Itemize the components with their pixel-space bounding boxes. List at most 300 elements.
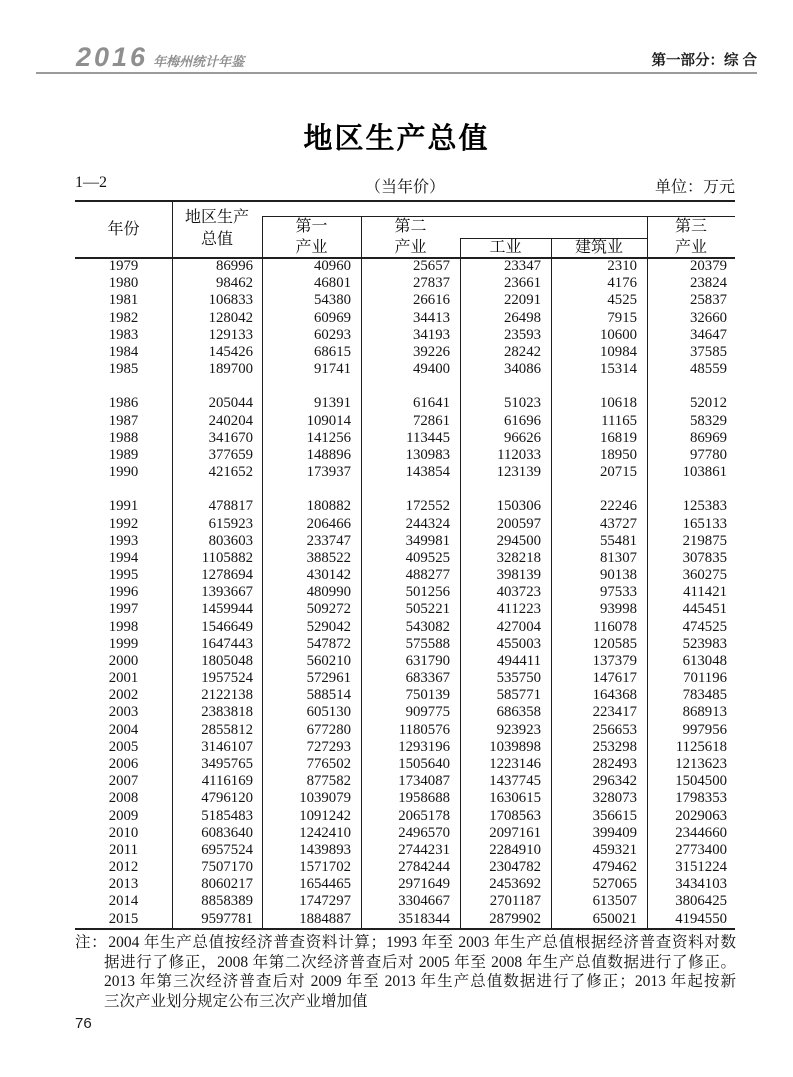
value-cell: 34193 — [413, 326, 450, 343]
value-cell: 116078 — [593, 618, 637, 635]
value-cell: 543082 — [405, 618, 450, 635]
logo-suffix: 年梅州统计年鉴 — [153, 54, 245, 69]
value-cell: 22091 — [504, 292, 541, 309]
value-cell: 173937 — [306, 464, 351, 481]
value-cell: 683367 — [405, 670, 450, 687]
table-rule-header-mid — [262, 216, 735, 217]
value-cell: 4116169 — [201, 773, 253, 790]
value-cell: 28242 — [504, 343, 541, 360]
value-cell: 8858389 — [201, 893, 253, 910]
year-cell: 1991 — [108, 498, 139, 515]
value-cell: 58329 — [690, 412, 727, 429]
year-cell: 1998 — [108, 618, 139, 635]
note-line: 据进行了修正，2008 年第二次经济普查后对 2005 年至 2008 年生产总值数据进行了修正。 — [104, 953, 736, 971]
value-cell: 572961 — [306, 670, 351, 687]
table-row — [75, 808, 735, 825]
year-cell: 2010 — [108, 824, 139, 841]
table-row — [75, 584, 735, 601]
value-cell: 55481 — [600, 532, 637, 549]
value-cell: 2784244 — [398, 859, 450, 876]
year-cell: 1993 — [108, 532, 139, 549]
value-cell: 455003 — [496, 635, 541, 652]
gdp-table — [75, 200, 735, 930]
value-cell: 40960 — [314, 258, 351, 274]
value-cell: 488277 — [405, 567, 450, 584]
table-row — [75, 739, 735, 756]
value-cell: 54380 — [314, 292, 351, 309]
yearbook-logo — [76, 42, 244, 73]
value-cell: 776502 — [306, 755, 351, 772]
value-cell: 411223 — [497, 601, 541, 618]
value-cell: 7915 — [607, 309, 637, 326]
value-cell: 256653 — [592, 721, 637, 738]
value-cell: 328218 — [496, 549, 541, 566]
price-basis-label: （当年价） — [364, 179, 445, 196]
value-cell: 997956 — [682, 721, 727, 738]
table-row — [75, 911, 735, 928]
value-cell: 46801 — [314, 275, 351, 292]
table-gap-row — [75, 481, 735, 498]
header-rule — [36, 72, 757, 74]
page-title: 地区生产总值 — [303, 123, 490, 155]
year-cell: 1988 — [108, 429, 139, 446]
value-cell: 360275 — [682, 567, 727, 584]
value-cell: 377659 — [208, 446, 253, 463]
value-cell: 91741 — [314, 361, 351, 378]
value-cell: 328073 — [592, 790, 637, 807]
table-row — [75, 516, 735, 533]
value-cell: 1039079 — [299, 790, 351, 807]
year-cell: 1987 — [108, 412, 139, 429]
value-cell: 474525 — [682, 618, 727, 635]
value-cell: 145426 — [208, 343, 253, 360]
year-cell: 2000 — [108, 652, 139, 669]
value-cell: 6957524 — [201, 841, 253, 858]
value-cell: 1654465 — [299, 876, 351, 893]
value-cell: 2065178 — [398, 807, 450, 824]
col-header-primary-line1: 第一 — [295, 218, 328, 235]
value-cell: 1180576 — [398, 721, 450, 738]
value-cell: 18950 — [600, 446, 637, 463]
table-meta-row — [75, 174, 735, 194]
value-cell: 123139 — [496, 464, 541, 481]
value-cell: 86969 — [690, 429, 727, 446]
year-cell: 2009 — [108, 807, 139, 824]
col-header-gdp — [172, 209, 262, 248]
table-row — [75, 876, 735, 893]
table-row — [75, 550, 735, 567]
value-cell: 479462 — [592, 859, 637, 876]
value-cell: 2344660 — [675, 824, 727, 841]
value-cell: 1571702 — [299, 859, 351, 876]
value-cell: 253298 — [592, 738, 637, 755]
value-cell: 34647 — [690, 326, 727, 343]
year-cell: 2006 — [108, 755, 139, 772]
year-cell: 2015 — [108, 910, 139, 927]
value-cell: 341670 — [208, 429, 253, 446]
table-row — [75, 842, 735, 859]
value-cell: 15314 — [600, 361, 637, 378]
value-cell: 613048 — [682, 652, 727, 669]
table-row — [75, 773, 735, 790]
table-row — [75, 619, 735, 636]
value-cell: 2453692 — [489, 876, 541, 893]
value-cell: 480990 — [306, 584, 351, 601]
value-cell: 22246 — [600, 498, 637, 515]
value-cell: 585771 — [496, 687, 541, 704]
value-cell: 91391 — [314, 395, 351, 412]
value-cell: 605130 — [306, 704, 351, 721]
value-cell: 86996 — [216, 258, 253, 274]
value-cell: 575588 — [405, 635, 450, 652]
value-cell: 547872 — [306, 635, 351, 652]
value-cell: 459321 — [592, 841, 637, 858]
value-cell: 6083640 — [201, 824, 253, 841]
table-rule-top — [75, 200, 735, 202]
value-cell: 1459944 — [201, 601, 253, 618]
value-cell: 445451 — [682, 601, 727, 618]
year-cell: 1997 — [108, 601, 139, 618]
value-cell: 5185483 — [201, 807, 253, 824]
value-cell: 60969 — [314, 309, 351, 326]
year-cell: 1983 — [108, 326, 139, 343]
value-cell: 1747297 — [299, 893, 351, 910]
value-cell: 106833 — [208, 292, 253, 309]
value-cell: 1708563 — [489, 807, 541, 824]
value-cell: 10984 — [600, 343, 637, 360]
year-cell: 2005 — [108, 738, 139, 755]
value-cell: 20715 — [600, 464, 637, 481]
value-cell: 48559 — [690, 361, 727, 378]
year-cell: 2008 — [108, 790, 139, 807]
value-cell: 2496570 — [398, 824, 450, 841]
value-cell: 172552 — [405, 498, 450, 515]
value-cell: 240204 — [208, 412, 253, 429]
value-cell: 103861 — [682, 464, 727, 481]
value-cell: 398139 — [496, 567, 541, 584]
value-cell: 3304667 — [398, 893, 450, 910]
col-header-secondary-line2: 产业 — [394, 239, 427, 256]
value-cell: 98462 — [216, 275, 253, 292]
value-cell: 97780 — [690, 446, 727, 463]
table-row — [75, 670, 735, 687]
table-row — [75, 756, 735, 773]
value-cell: 68615 — [314, 343, 351, 360]
value-cell: 3151224 — [675, 859, 727, 876]
value-cell: 16819 — [600, 429, 637, 446]
value-cell: 2773400 — [675, 841, 727, 858]
value-cell: 1957524 — [201, 670, 253, 687]
value-cell: 2701187 — [489, 893, 541, 910]
value-cell: 1734087 — [398, 773, 450, 790]
col-header-gdp-line2: 总值 — [200, 231, 233, 248]
year-cell: 1992 — [108, 515, 139, 532]
note-line: 三次产业划分规定公布三次产业增加值 — [104, 992, 368, 1010]
value-cell: 61641 — [413, 395, 450, 412]
year-cell: 2007 — [108, 773, 139, 790]
value-cell: 1546649 — [201, 618, 253, 635]
value-cell: 20379 — [690, 258, 727, 274]
value-cell: 96626 — [504, 429, 541, 446]
table-row — [75, 413, 735, 430]
value-cell: 3146107 — [201, 738, 253, 755]
value-cell: 2855812 — [201, 721, 253, 738]
table-body — [75, 258, 735, 928]
table-row — [75, 601, 735, 618]
value-cell: 129133 — [208, 326, 253, 343]
value-cell: 427004 — [496, 618, 541, 635]
note-line-text: 2004 年生产总值按经济普查资料计算；1993 年至 2003 年生产总值根据经济普查资料对数 — [108, 934, 736, 951]
value-cell: 206466 — [306, 515, 351, 532]
value-cell: 2971649 — [398, 876, 450, 893]
value-cell: 2097161 — [489, 824, 541, 841]
value-cell: 750139 — [405, 687, 450, 704]
table-row — [75, 395, 735, 412]
year-cell: 2004 — [108, 721, 139, 738]
value-cell: 803603 — [208, 532, 253, 549]
value-cell: 294500 — [496, 532, 541, 549]
value-cell: 93998 — [600, 601, 637, 618]
value-cell: 51023 — [504, 395, 541, 412]
year-cell: 1989 — [108, 446, 139, 463]
value-cell: 25657 — [413, 258, 450, 274]
value-cell: 1293196 — [398, 738, 450, 755]
table-row — [75, 292, 735, 309]
value-cell: 727293 — [306, 738, 351, 755]
value-cell: 783485 — [682, 687, 727, 704]
value-cell: 1393667 — [201, 584, 253, 601]
value-cell: 109014 — [306, 412, 351, 429]
value-cell: 164368 — [592, 687, 637, 704]
table-row — [75, 653, 735, 670]
year-cell: 2002 — [108, 687, 139, 704]
table-row — [75, 722, 735, 739]
value-cell: 2310 — [607, 258, 637, 274]
table-row — [75, 636, 735, 653]
value-cell: 43727 — [600, 515, 637, 532]
value-cell: 3806425 — [675, 893, 727, 910]
value-cell: 3495765 — [201, 755, 253, 772]
year-cell: 1995 — [108, 567, 139, 584]
value-cell: 631790 — [405, 652, 450, 669]
value-cell: 1439893 — [299, 841, 351, 858]
value-cell: 143854 — [405, 464, 450, 481]
value-cell: 4525 — [607, 292, 637, 309]
year-cell: 1996 — [108, 584, 139, 601]
table-row — [75, 825, 735, 842]
value-cell: 349981 — [405, 532, 450, 549]
value-cell: 10600 — [600, 326, 637, 343]
table-row — [75, 310, 735, 327]
value-cell: 9597781 — [201, 910, 253, 927]
value-cell: 60293 — [314, 326, 351, 343]
table-row — [75, 464, 735, 481]
table-row — [75, 344, 735, 361]
value-cell: 2383818 — [201, 704, 253, 721]
value-cell: 588514 — [306, 687, 351, 704]
value-cell: 2284910 — [489, 841, 541, 858]
value-cell: 23824 — [690, 275, 727, 292]
value-cell: 1505640 — [398, 755, 450, 772]
value-cell: 1958688 — [398, 790, 450, 807]
value-cell: 1223146 — [489, 755, 541, 772]
value-cell: 61696 — [504, 412, 541, 429]
table-row — [75, 275, 735, 292]
value-cell: 409525 — [405, 549, 450, 566]
value-cell: 1437745 — [489, 773, 541, 790]
value-cell: 180882 — [306, 498, 351, 515]
value-cell: 1091242 — [299, 807, 351, 824]
value-cell: 26616 — [413, 292, 450, 309]
value-cell: 2744231 — [398, 841, 450, 858]
value-cell: 97533 — [600, 584, 637, 601]
value-cell: 535750 — [496, 670, 541, 687]
value-cell: 23593 — [504, 326, 541, 343]
value-cell: 877582 — [306, 773, 351, 790]
value-cell: 52012 — [690, 395, 727, 412]
year-cell: 2013 — [108, 876, 139, 893]
value-cell: 4194550 — [675, 910, 727, 927]
value-cell: 120585 — [592, 635, 637, 652]
value-cell: 399409 — [592, 824, 637, 841]
value-cell: 421652 — [208, 464, 253, 481]
value-cell: 411421 — [683, 584, 727, 601]
value-cell: 478817 — [208, 498, 253, 515]
value-cell: 1242410 — [299, 824, 351, 841]
table-row — [75, 859, 735, 876]
value-cell: 150306 — [496, 498, 541, 515]
value-cell: 72861 — [413, 412, 450, 429]
value-cell: 1105882 — [201, 549, 253, 566]
year-cell: 1981 — [108, 292, 139, 309]
col-header-secondary-line1: 第二 — [394, 218, 427, 235]
table-row — [75, 258, 735, 275]
note-line: 2013 年第三次经济普查后对 2009 年至 2013 年生产总值数据进行了修正；2013 年起按新 — [104, 973, 736, 990]
table-notes — [75, 933, 736, 1011]
value-cell: 34413 — [413, 309, 450, 326]
value-cell: 1884887 — [299, 910, 351, 927]
value-cell: 501256 — [405, 584, 450, 601]
table-row — [75, 790, 735, 807]
value-cell: 128042 — [208, 309, 253, 326]
value-cell: 2029063 — [675, 807, 727, 824]
table-row — [75, 361, 735, 378]
value-cell: 165133 — [682, 515, 727, 532]
page-header — [36, 40, 757, 74]
year-cell: 2001 — [108, 670, 139, 687]
value-cell: 26498 — [504, 309, 541, 326]
value-cell: 2879902 — [489, 910, 541, 927]
value-cell: 219875 — [682, 532, 727, 549]
value-cell: 1798353 — [675, 790, 727, 807]
value-cell: 189700 — [208, 361, 253, 378]
year-cell: 1982 — [108, 309, 139, 326]
value-cell: 125383 — [682, 498, 727, 515]
value-cell: 90138 — [600, 567, 637, 584]
value-cell: 403723 — [496, 584, 541, 601]
page-number: 76 — [75, 1015, 92, 1032]
year-cell: 1980 — [108, 275, 139, 292]
value-cell: 686358 — [496, 704, 541, 721]
value-cell: 141256 — [306, 429, 351, 446]
value-cell: 1504500 — [675, 773, 727, 790]
value-cell: 7507170 — [201, 859, 253, 876]
value-cell: 23661 — [504, 275, 541, 292]
value-cell: 356615 — [592, 807, 637, 824]
value-cell: 1278694 — [201, 567, 253, 584]
table-row — [75, 447, 735, 464]
value-cell: 3518344 — [398, 910, 450, 927]
col-header-year: 年份 — [107, 221, 140, 238]
value-cell: 244324 — [405, 515, 450, 532]
value-cell: 430142 — [306, 567, 351, 584]
col-header-gdp-line1: 地区生产 — [184, 209, 249, 226]
value-cell: 147617 — [592, 670, 637, 687]
value-cell: 34086 — [504, 361, 541, 378]
col-header-tertiary-line2: 产业 — [674, 239, 707, 256]
year-cell: 1985 — [108, 361, 139, 378]
year-cell: 1979 — [108, 258, 139, 274]
note-line — [75, 933, 736, 953]
section-label: 第一部分：综 合 — [651, 53, 757, 69]
value-cell: 148896 — [306, 446, 351, 463]
table-row — [75, 533, 735, 550]
value-cell: 909775 — [405, 704, 450, 721]
table-row — [75, 567, 735, 584]
value-cell: 615923 — [208, 515, 253, 532]
value-cell: 3434103 — [675, 876, 727, 893]
value-cell: 505221 — [405, 601, 450, 618]
table-row — [75, 704, 735, 721]
table-row — [75, 687, 735, 704]
value-cell: 1805048 — [201, 652, 253, 669]
value-cell: 32660 — [690, 309, 727, 326]
value-cell: 650021 — [592, 910, 637, 927]
value-cell: 2122138 — [201, 687, 253, 704]
year-cell: 1999 — [108, 635, 139, 652]
value-cell: 494411 — [497, 652, 541, 669]
logo-year: 2016 — [76, 42, 149, 72]
value-cell: 233747 — [306, 532, 351, 549]
table-row — [75, 498, 735, 515]
value-cell: 509272 — [306, 601, 351, 618]
value-cell: 137379 — [592, 652, 637, 669]
value-cell: 4176 — [607, 275, 637, 292]
col-header-construction: 建筑业 — [574, 239, 623, 256]
value-cell: 39226 — [413, 343, 450, 360]
col-header-industry: 工业 — [489, 239, 522, 256]
value-cell: 388522 — [306, 549, 351, 566]
note-label: 注： — [75, 934, 108, 951]
table-row — [75, 893, 735, 910]
table-rule-bottom — [75, 928, 735, 930]
value-cell: 677280 — [306, 721, 351, 738]
value-cell: 1647443 — [201, 635, 253, 652]
value-cell: 296342 — [592, 773, 637, 790]
value-cell: 130983 — [405, 446, 450, 463]
value-cell: 49400 — [413, 361, 450, 378]
value-cell: 10618 — [600, 395, 637, 412]
value-cell: 613507 — [592, 893, 637, 910]
value-cell: 868913 — [682, 704, 727, 721]
value-cell: 11165 — [601, 412, 637, 429]
value-cell: 113445 — [406, 429, 450, 446]
table-row — [75, 430, 735, 447]
col-header-tertiary-line1: 第三 — [674, 218, 707, 235]
value-cell: 560210 — [306, 652, 351, 669]
value-cell: 527065 — [592, 876, 637, 893]
value-cell: 1039898 — [489, 738, 541, 755]
